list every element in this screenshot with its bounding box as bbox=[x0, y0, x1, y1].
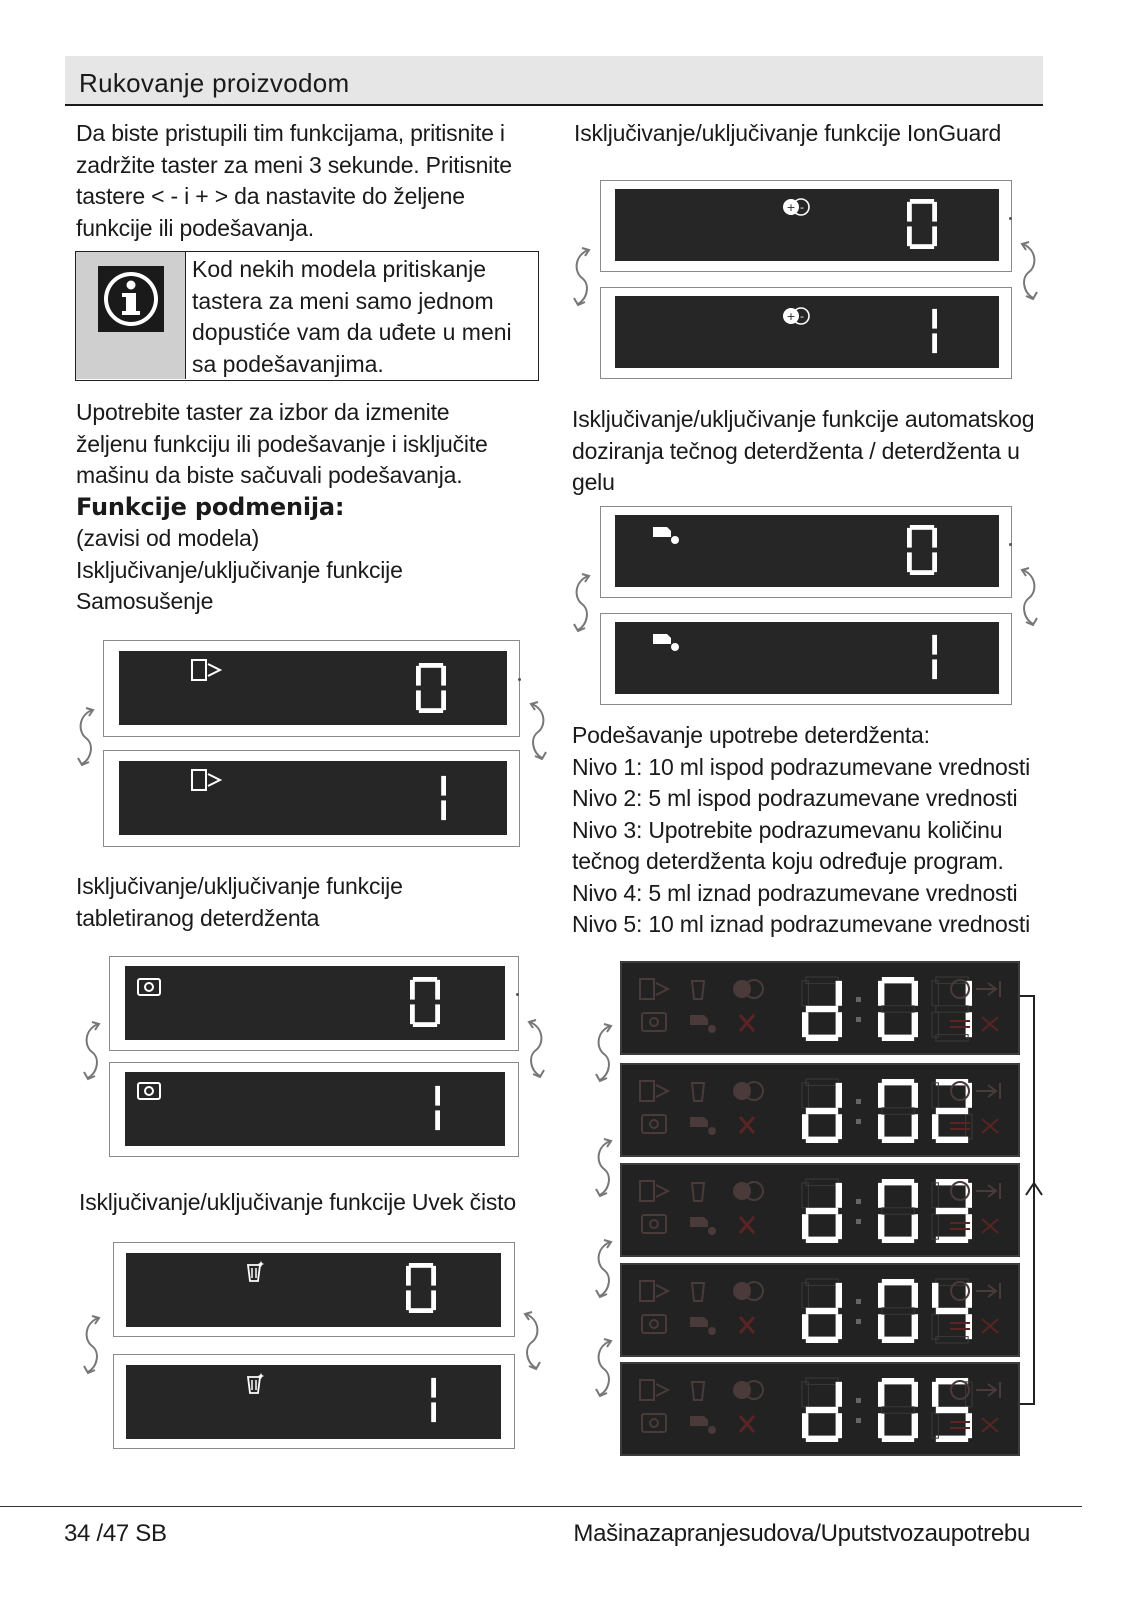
cycle-arrow-left-icon bbox=[592, 1137, 616, 1204]
usage-line: mašinu da biste sačuvali podešavanja. bbox=[76, 462, 463, 488]
cycle-arrow-shape bbox=[80, 1020, 104, 1082]
alwaysclean-caption-line: Isključivanje/uključivanje funkcije Uvek čisto bbox=[79, 1189, 516, 1215]
selfdry-caption-line: Isključivanje/uključivanje funkcije bbox=[76, 556, 403, 583]
auto-dose-icon bbox=[651, 523, 681, 550]
display-digit bbox=[406, 1263, 436, 1318]
seven-segment-digit bbox=[406, 1263, 436, 1313]
submenu-heading: Funkcije podmenija: bbox=[76, 492, 345, 521]
level-panel-svg bbox=[620, 1163, 1020, 1257]
section-header bbox=[65, 56, 1043, 106]
cycle-arrow-right-icon bbox=[1017, 240, 1041, 307]
display-screen bbox=[119, 651, 507, 725]
cycle-arrow-left-icon bbox=[592, 1337, 616, 1404]
detergent-level-display bbox=[620, 1163, 1020, 1257]
seven-segment-digit bbox=[416, 773, 446, 823]
display-screen bbox=[125, 966, 505, 1040]
tablet-display-off bbox=[109, 956, 519, 1051]
auto-dose-icon bbox=[651, 630, 681, 657]
display-digit bbox=[410, 977, 440, 1032]
display-digit bbox=[907, 525, 937, 580]
seven-segment-digit bbox=[416, 663, 446, 713]
cycle-arrow-shape bbox=[80, 1314, 104, 1376]
submenu-note: (zavisi od modela) bbox=[76, 525, 260, 551]
ionguard-icon bbox=[779, 306, 813, 331]
footer-rule bbox=[0, 1506, 1082, 1507]
cycle-arrow-shape bbox=[592, 1238, 616, 1300]
info-line: sa podešavanjima. bbox=[192, 350, 384, 377]
detergent-level-display bbox=[620, 961, 1020, 1055]
cycle-arrow-shape bbox=[570, 246, 594, 308]
intro-paragraph bbox=[76, 118, 512, 244]
levels-line: tečnog deterdženta koju određuje program. bbox=[572, 848, 1004, 874]
cycle-arrow-shape bbox=[520, 1310, 544, 1372]
seven-segment-digit bbox=[907, 632, 937, 682]
display-digit bbox=[410, 1083, 440, 1138]
level-panel-svg bbox=[620, 1263, 1020, 1357]
info-line: dopustiće vam da uđete u meni bbox=[192, 319, 512, 345]
cycle-arrow-left-icon bbox=[570, 246, 594, 313]
display-digit bbox=[416, 773, 446, 828]
cycle-arrow-right-icon bbox=[526, 700, 550, 767]
ionguard-icon bbox=[779, 197, 813, 222]
autodose-caption bbox=[572, 404, 1034, 499]
tablet-display-on bbox=[109, 1062, 519, 1157]
cycle-arrow-shape bbox=[592, 1022, 616, 1084]
cycle-arrow-left-icon bbox=[80, 1020, 104, 1087]
alwaysclean-display-off bbox=[113, 1242, 515, 1337]
cycle-arrow-shape bbox=[1017, 240, 1041, 302]
intro-line: tastere < - i + > da nastavite do željene bbox=[76, 183, 465, 209]
usage-line: Upotrebite taster za izbor da izmenite bbox=[76, 399, 450, 425]
autodose-display-on bbox=[600, 613, 1012, 705]
seven-segment-digit bbox=[907, 525, 937, 575]
level-panel-svg bbox=[620, 1063, 1020, 1157]
level-panel-svg bbox=[620, 1362, 1020, 1456]
display-digit bbox=[907, 199, 937, 254]
intro-line: zadržite taster za meni 3 sekunde. Pritisnite bbox=[76, 151, 512, 178]
cycle-arrow-shape bbox=[592, 1137, 616, 1199]
seven-segment-digit bbox=[406, 1375, 436, 1425]
svg-text:+: + bbox=[786, 201, 796, 214]
autodose-caption-line: Isključivanje/uključivanje funkcije automatskog bbox=[572, 406, 1035, 432]
info-note-box bbox=[75, 251, 539, 381]
display-screen bbox=[119, 761, 507, 835]
levels-line: Nivo 4: 5 ml iznad podrazumevane vrednosti bbox=[572, 879, 1018, 906]
ionguard-display-off bbox=[600, 180, 1012, 272]
display-screen bbox=[126, 1253, 501, 1327]
always-clean-icon bbox=[244, 1259, 266, 1288]
seven-segment-digit bbox=[410, 977, 440, 1027]
cycle-arrow-right-icon bbox=[1017, 566, 1041, 633]
cycle-arrow-left-icon bbox=[80, 1314, 104, 1381]
cycle-arrow-shape bbox=[570, 572, 594, 634]
loop-return-arrow-icon bbox=[1014, 990, 1044, 1410]
always-clean-icon bbox=[244, 1371, 266, 1400]
autodose-caption-line: doziranja tečnog deterdženta / deterdženta u bbox=[572, 437, 1020, 464]
cycle-arrow-right-icon bbox=[520, 1310, 544, 1377]
usage-paragraph bbox=[76, 397, 488, 618]
selfdry-caption-line: Samosušenje bbox=[76, 588, 214, 614]
ionguard-caption-line: Isključivanje/uključivanje funkcije IonGuard bbox=[574, 120, 1002, 146]
cycle-arrow-shape bbox=[526, 700, 550, 762]
levels-line: Podešavanje upotrebe deterdženta: bbox=[572, 722, 930, 748]
page-number: 34 /47 SB bbox=[64, 1520, 167, 1547]
detergent-levels-text bbox=[572, 720, 1030, 941]
intro-line: Da biste pristupili tim funkcijama, pritisnite i bbox=[76, 120, 505, 146]
levels-line: Nivo 1: 10 ml ispod podrazumevane vrednosti bbox=[572, 753, 1031, 780]
tablet-caption-line: tabletiranog deterdženta bbox=[76, 904, 320, 931]
autodose-caption-line: gelu bbox=[572, 469, 615, 495]
ionguard-caption bbox=[574, 118, 1001, 150]
seven-segment-digit bbox=[410, 1083, 440, 1133]
svg-text:+: + bbox=[786, 310, 796, 323]
display-digit bbox=[406, 1375, 436, 1430]
display-digit bbox=[907, 632, 937, 687]
cycle-arrow-left-icon bbox=[570, 572, 594, 639]
display-screen bbox=[125, 1072, 505, 1146]
info-line: tastera za meni samo jednom bbox=[192, 287, 494, 314]
cycle-arrow-shape bbox=[74, 706, 98, 768]
cycle-arrow-left-icon bbox=[592, 1022, 616, 1089]
detergent-level-display bbox=[620, 1063, 1020, 1157]
detergent-level-display bbox=[620, 1263, 1020, 1357]
tablet-icon bbox=[136, 1081, 162, 1106]
info-icon-cell bbox=[76, 252, 186, 379]
self-dry-icon bbox=[190, 656, 226, 689]
detergent-level-display bbox=[620, 1362, 1020, 1456]
info-icon bbox=[98, 266, 164, 332]
level-panel-svg bbox=[620, 961, 1020, 1055]
info-note-text bbox=[192, 254, 512, 380]
display-digit bbox=[907, 306, 937, 361]
section-title: Rukovanje proizvodom bbox=[79, 68, 350, 98]
selfdry-display-on bbox=[103, 750, 520, 847]
intro-line: funkcije ili podešavanja. bbox=[76, 214, 314, 241]
ionguard-display-on bbox=[600, 287, 1012, 379]
info-line: Kod nekih modela pritiskanje bbox=[192, 256, 487, 282]
cycle-arrow-left-icon bbox=[592, 1238, 616, 1305]
cycle-arrow-shape bbox=[1017, 566, 1041, 628]
seven-segment-digit bbox=[907, 199, 937, 249]
tablet-caption-line: Isključivanje/uključivanje funkcije bbox=[76, 873, 403, 899]
cycle-arrow-shape bbox=[592, 1337, 616, 1399]
svg-text:-: - bbox=[800, 201, 804, 214]
cycle-arrow-right-icon bbox=[524, 1018, 548, 1085]
display-screen bbox=[126, 1365, 501, 1439]
tablet-icon bbox=[136, 977, 162, 1002]
svg-text:-: - bbox=[800, 310, 804, 323]
levels-line: Nivo 2: 5 ml ispod podrazumevane vrednosti bbox=[572, 785, 1018, 811]
levels-line: Nivo 3: Upotrebite podrazumevanu količinu bbox=[572, 816, 1003, 843]
levels-line: Nivo 5: 10 ml iznad podrazumevane vrednosti bbox=[572, 911, 1031, 937]
selfdry-display-off bbox=[103, 640, 520, 737]
alwaysclean-caption bbox=[79, 1187, 516, 1219]
display-digit bbox=[416, 663, 446, 718]
seven-segment-digit bbox=[907, 306, 937, 356]
cycle-arrow-left-icon bbox=[74, 706, 98, 773]
self-dry-icon bbox=[190, 766, 226, 799]
document-title: Mašinazapranjesudova/Uputstvozaupotrebu bbox=[573, 1520, 1030, 1547]
usage-line: željenu funkciju ili podešavanje i isključite bbox=[76, 430, 488, 457]
tablet-caption bbox=[76, 871, 403, 934]
alwaysclean-display-on bbox=[113, 1354, 515, 1449]
autodose-display-off bbox=[600, 506, 1012, 598]
cycle-arrow-shape bbox=[524, 1018, 548, 1080]
